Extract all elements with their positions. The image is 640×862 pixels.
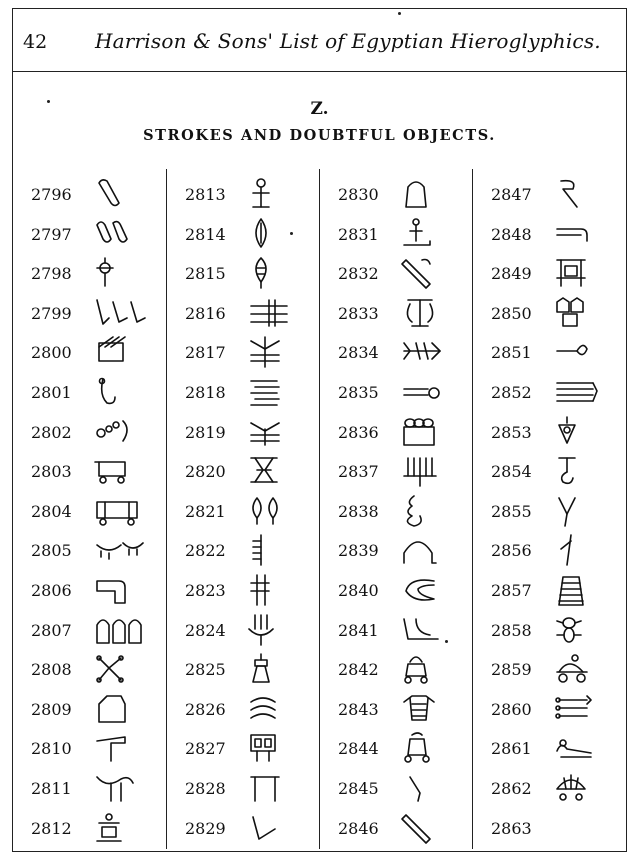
stepped-tower-icon [553, 573, 623, 607]
sign-number: 2826 [185, 699, 226, 719]
page-header [13, 9, 626, 72]
figure-stand-icon [93, 811, 163, 845]
hourglass-strokes-icon [247, 454, 317, 488]
sign-number: 2833 [338, 303, 379, 323]
sign-number: 2818 [185, 383, 226, 402]
sign-entry [185, 217, 335, 255]
sign-entry [338, 177, 488, 215]
sign-entry [338, 217, 488, 255]
sign-entry [491, 731, 640, 769]
sign-number: 2796 [31, 185, 72, 204]
sign-number: 2829 [185, 818, 226, 838]
sign-number: 2834 [338, 343, 379, 363]
shrine-frame-icon [553, 256, 623, 290]
sign-entry [491, 652, 640, 690]
sign-number: 2861 [491, 739, 532, 759]
sign-number: 2837 [338, 462, 379, 482]
adze-tool-icon [93, 731, 163, 765]
sign-number: 2825 [185, 660, 226, 680]
sign-number: 2858 [491, 620, 532, 640]
double-ladder-icon [247, 573, 317, 607]
page-number: 42 [23, 31, 48, 53]
sign-number: 2845 [338, 779, 379, 798]
sign-entry [491, 335, 640, 373]
section-letter: Z. [310, 99, 329, 119]
sign-number: 2823 [185, 581, 226, 600]
sign-number: 2853 [491, 422, 532, 442]
bell-arch-icon [400, 177, 470, 211]
sign-number: 2859 [491, 660, 532, 680]
sign-number: 2863 [491, 818, 532, 838]
sign-number: 2854 [491, 462, 532, 482]
stalk-loop-icon [553, 335, 623, 369]
sign-entry [31, 415, 181, 453]
sign-number: 2801 [31, 383, 72, 402]
sign-entry [338, 335, 488, 373]
diagonal-baton-icon [400, 256, 470, 290]
sign-number: 2797 [31, 224, 72, 244]
sign-entry [338, 652, 488, 690]
sign-entry [338, 454, 488, 492]
sign-entry [31, 217, 181, 255]
flat-plates-icon [553, 375, 623, 409]
sign-entry [185, 613, 335, 651]
stacked-arcs-icon [247, 692, 317, 726]
sign-number: 2806 [31, 581, 72, 600]
sign-entry [338, 692, 488, 730]
sign-entry [338, 811, 488, 849]
bag-on-wheels-icon [400, 652, 470, 686]
sign-entry [491, 177, 640, 215]
sign-number: 2848 [491, 224, 532, 244]
sign-entry [185, 454, 335, 492]
sign-entry [31, 256, 181, 294]
sign-entry [185, 533, 335, 571]
sign-number: 2842 [338, 660, 379, 680]
sign-entry [338, 256, 488, 294]
fringed-strokes-icon [93, 533, 163, 567]
sign-number: 2812 [31, 818, 72, 838]
sign-number: 2839 [338, 541, 379, 561]
fork-branch-icon [93, 771, 163, 805]
fishbone-icon [400, 335, 470, 369]
coiled-stack-icon [400, 494, 470, 528]
barbed-stroke-icon [553, 533, 623, 567]
pendant-icon [553, 415, 623, 449]
striped-pod-icon [247, 256, 317, 290]
layered-strokes-icon [247, 375, 317, 409]
stand-on-base-icon [400, 217, 470, 251]
insect-icon [553, 613, 623, 647]
sign-entry [338, 375, 488, 413]
crook-icon [553, 177, 623, 211]
crowned-box-icon [400, 415, 470, 449]
sign-entry [338, 533, 488, 571]
chariot-figure-icon [553, 652, 623, 686]
sign-number: 2857 [491, 581, 532, 600]
rounded-house-icon [93, 692, 163, 726]
sign-number: 2817 [185, 343, 226, 363]
sign-number: 2804 [31, 501, 72, 521]
sign-entry [185, 375, 335, 413]
spindle-icon [247, 217, 317, 251]
sign-entry [338, 613, 488, 651]
sign-entry [31, 177, 181, 215]
vessel-on-wheels-icon [400, 731, 470, 765]
sign-number: 2835 [338, 383, 379, 402]
hook-curl-icon [93, 375, 163, 409]
sign-number: 2819 [185, 422, 226, 442]
sign-number: 2802 [31, 422, 72, 442]
sign-number: 2852 [491, 383, 532, 402]
sign-number: 2815 [185, 264, 226, 284]
domed-lamp-icon [553, 771, 623, 805]
sign-entry [338, 296, 488, 334]
sign-entry [491, 415, 640, 453]
sign-number: 2824 [185, 620, 226, 640]
sign-number: 2814 [185, 224, 226, 244]
sign-entry [491, 256, 640, 294]
page-frame [12, 8, 627, 852]
sign-entry [31, 573, 181, 611]
ankh-like-stand-icon [247, 177, 317, 211]
twin-slanted-loops-icon [93, 217, 163, 251]
sign-entry [338, 731, 488, 769]
sign-number: 2846 [338, 818, 379, 838]
sign-number: 2820 [185, 462, 226, 482]
bent-tube-icon [93, 573, 163, 607]
sign-number: 2816 [185, 303, 226, 323]
sign-entry [31, 613, 181, 651]
wheeled-box-icon [93, 494, 163, 528]
sign-entry [491, 811, 640, 849]
feathered-strokes-icon [247, 335, 317, 369]
sign-number: 2838 [338, 501, 379, 521]
sign-entry [491, 771, 640, 809]
sign-number: 2809 [31, 699, 72, 719]
coil-stroke-icon [400, 375, 470, 409]
sign-entry [338, 771, 488, 809]
sign-number: 2851 [491, 343, 532, 363]
sign-number: 2808 [31, 660, 72, 680]
sign-number: 2856 [491, 541, 532, 561]
sign-entry [185, 296, 335, 334]
sign-number: 2836 [338, 422, 379, 442]
sign-entry [31, 771, 181, 809]
section-title: STROKES AND DOUBTFUL OBJECTS. [143, 127, 496, 144]
sign-entry [185, 256, 335, 294]
sign-entry [491, 692, 640, 730]
sign-entry [491, 573, 640, 611]
sign-number: 2831 [338, 224, 379, 244]
sign-entry [31, 692, 181, 730]
triple-bars-icon [553, 692, 623, 726]
sign-number: 2841 [338, 620, 379, 640]
sign-entry [185, 415, 335, 453]
hatched-block-icon [93, 335, 163, 369]
print-speck [290, 232, 293, 235]
spiral-chain-icon [93, 415, 163, 449]
sign-entry [491, 613, 640, 651]
paired-houses-icon [553, 296, 623, 330]
comb-columns-icon [400, 454, 470, 488]
cross-knot-icon [93, 256, 163, 290]
bent-stick-icon [400, 771, 470, 805]
winged-strokes-icon [247, 415, 317, 449]
sign-number: 2800 [31, 343, 72, 363]
print-speck [398, 12, 401, 15]
sign-number: 2821 [185, 501, 226, 521]
sign-number: 2862 [491, 779, 532, 798]
comb-strokes-icon [247, 296, 317, 330]
coiled-serpent-icon [553, 731, 623, 765]
sign-number: 2849 [491, 264, 532, 284]
sign-entry [491, 296, 640, 334]
forked-stroke-icon [553, 494, 623, 528]
ladder-strokes-icon [247, 533, 317, 567]
canopy-icon [247, 771, 317, 805]
sign-number: 2805 [31, 541, 72, 561]
sign-number: 2811 [31, 779, 72, 798]
sign-number: 2828 [185, 779, 226, 798]
cart-icon [93, 454, 163, 488]
print-speck [445, 640, 448, 643]
sign-number: 2807 [31, 620, 72, 640]
sign-entry [31, 296, 181, 334]
sign-entry [31, 335, 181, 373]
zigzag-stroke-icon [247, 811, 317, 845]
sign-number: 2813 [185, 185, 226, 204]
sign-entry [185, 335, 335, 373]
sign-entry [185, 177, 335, 215]
sign-entry [185, 811, 335, 849]
small-tower-icon [247, 652, 317, 686]
sign-entry [185, 771, 335, 809]
slanted-rod-icon [400, 811, 470, 845]
armored-torso-icon [400, 692, 470, 726]
sign-entry [31, 811, 181, 849]
sign-number: 2847 [491, 185, 532, 204]
slanted-loop-stroke-icon [93, 177, 163, 211]
sign-number: 2843 [338, 699, 379, 719]
sign-number: 2810 [31, 739, 72, 759]
crescent-open-icon [400, 573, 470, 607]
sign-number: 2822 [185, 541, 226, 561]
pillar-with-hooks-icon [400, 296, 470, 330]
sign-entry [31, 731, 181, 769]
pipe-icon [553, 217, 623, 251]
twin-pods-icon [247, 494, 317, 528]
sign-number: 2840 [338, 581, 379, 600]
sign-entry [185, 692, 335, 730]
dome-icon [400, 533, 470, 567]
bent-bone-strokes-icon [93, 296, 163, 330]
sign-number: 2799 [31, 303, 72, 323]
sign-number: 2860 [491, 699, 532, 719]
sign-entry [491, 533, 640, 571]
sign-number: 2803 [31, 462, 72, 482]
sign-entry [338, 415, 488, 453]
sign-entry [185, 652, 335, 690]
sign-entry [185, 494, 335, 532]
sign-entry [491, 454, 640, 492]
hanging-hook-icon [553, 454, 623, 488]
sign-number: 2830 [338, 185, 379, 204]
sign-number: 2855 [491, 501, 532, 521]
running-title: Harrison & Sons' List of Egyptian Hieroglyphics. [95, 29, 601, 53]
sign-number: 2827 [185, 739, 226, 759]
sign-entry [338, 573, 488, 611]
sign-entry [491, 375, 640, 413]
sign-entry [185, 573, 335, 611]
square-frame-icon [247, 731, 317, 765]
sign-number: 2798 [31, 264, 72, 284]
sign-entry [491, 494, 640, 532]
sign-entry [31, 494, 181, 532]
branched-star-icon [93, 652, 163, 686]
sign-entry [31, 454, 181, 492]
sign-entry [338, 494, 488, 532]
sign-entry [185, 731, 335, 769]
sign-number: 2832 [338, 264, 379, 284]
sign-entry [31, 533, 181, 571]
sign-number: 2844 [338, 739, 379, 759]
open-bracket-icon [400, 613, 470, 647]
sign-number: 2850 [491, 303, 532, 323]
sign-entry [31, 652, 181, 690]
print-speck [47, 100, 50, 103]
triple-arches-icon [93, 613, 163, 647]
lotus-cup-icon [247, 613, 317, 647]
sign-entry [491, 217, 640, 255]
sign-entry [31, 375, 181, 413]
